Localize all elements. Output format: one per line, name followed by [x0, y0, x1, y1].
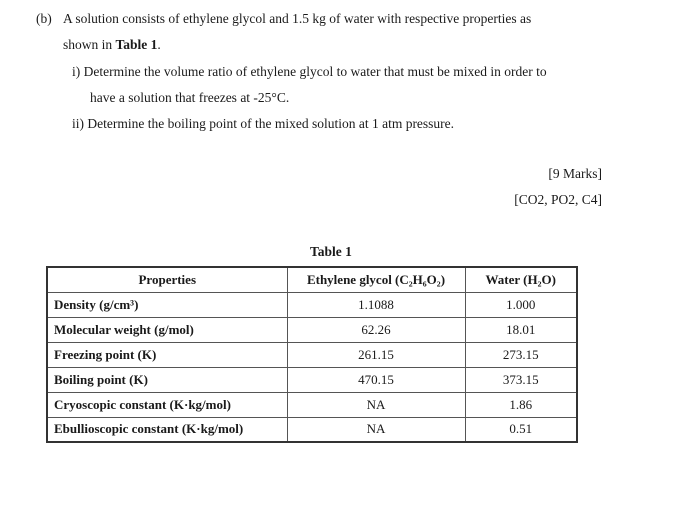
row-boiling-point-water: 373.15 [465, 367, 577, 392]
row-cryoscopic-water: 1.86 [465, 392, 577, 417]
table-caption: Table 1 [310, 244, 352, 259]
row-freezing-point-water: 273.15 [465, 342, 577, 367]
row-boiling-point-label: Boiling point (K) [47, 367, 287, 392]
subquestion-1-line2: have a solution that freezes at -25°C. [90, 90, 290, 105]
row-freezing-point-label: Freezing point (K) [47, 342, 287, 367]
row-cryoscopic-label: Cryoscopic constant (K·kg/mol) [47, 392, 287, 417]
marks-label: [9 Marks] [548, 166, 602, 181]
properties-table [46, 266, 578, 443]
table-row [47, 317, 577, 342]
table-row [47, 342, 577, 367]
row-ebullioscopic-water: 0.51 [465, 417, 577, 442]
header-properties: Properties [47, 267, 287, 292]
header-ethylene-glycol: Ethylene glycol (C₂H₆O₂) [287, 267, 465, 292]
question-text-line1: A solution consists of ethylene glycol and 1.5 kg of water with respective properties as [63, 11, 532, 26]
row-freezing-point-glycol: 261.15 [287, 342, 465, 367]
table-reference: Table 1 [115, 37, 158, 52]
row-boiling-point-glycol: 470.15 [287, 367, 465, 392]
question-label: (b) [36, 11, 52, 26]
table-row [47, 417, 577, 442]
header-water: Water (H₂O) [465, 267, 577, 292]
subquestion-2: ii) Determine the boiling point of the mixed solution at 1 atm pressure. [72, 116, 455, 131]
row-ebullioscopic-glycol: NA [287, 417, 465, 442]
row-density-glycol: 1.1088 [287, 292, 465, 317]
table-row [47, 292, 577, 317]
table-header-row [47, 267, 577, 292]
table-row [47, 367, 577, 392]
row-molecular-weight-water: 18.01 [465, 317, 577, 342]
course-outcomes-label: [CO2, PO2, C4] [514, 192, 602, 207]
row-molecular-weight-glycol: 62.26 [287, 317, 465, 342]
subquestion-1-line1: i) Determine the volume ratio of ethylene glycol to water that must be mixed in order to [72, 64, 547, 79]
row-ebullioscopic-label: Ebullioscopic constant (K·kg/mol) [47, 417, 287, 442]
question-text-line2 [63, 37, 161, 53]
row-cryoscopic-glycol: NA [287, 392, 465, 417]
row-molecular-weight-label: Molecular weight (g/mol) [47, 317, 287, 342]
question-text-suffix: . [157, 37, 161, 52]
table-row [47, 392, 577, 417]
row-density-water: 1.000 [465, 292, 577, 317]
row-density-label: Density (g/cm³) [47, 292, 287, 317]
question-text-prefix: shown in [63, 37, 116, 52]
